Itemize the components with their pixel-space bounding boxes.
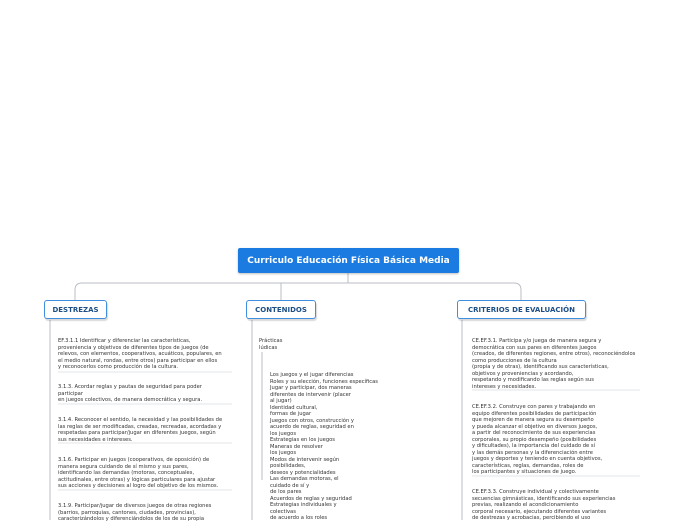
branch-criterios[interactable] bbox=[457, 300, 586, 319]
branch-criterios-label: CRITERIOS DE EVALUACIÓN bbox=[468, 305, 575, 314]
branch-destrezas[interactable] bbox=[44, 300, 107, 319]
contenidos-body[interactable]: Los juegos y el jugar diferencias Roles y su elección, funciones específicas Jugar y participar, dos maneras diferentes de intervenir (placer al jugar) Identidad cultural, formas de jugar Juegos con otros, construcción y acuerdo de reglas, seguridad en los juegos Estrategias en los juegos Maneras de resolver los juegos Modos de intervenir según posibilidades, deseos y potencialidades Las demandas motoras, el cuidado de sí y de los pares Acuerdos de reglas y seguridad Estrategias individuales y colectivas de acuerdo a los roles bbox=[270, 372, 378, 521]
criterio-item[interactable]: CE.EF.3.1. Participa y/o juega de manera segura y democrática con sus pares en diferentes juegos (creados, de diferentes regiones, entre otros), reconociéndolos como producciones de la cultura (propia y de otras), identificando sus características, objetivos y proveniencias y acordando, respetando y modificando las reglas según sus intereses y necesidades. bbox=[472, 338, 636, 390]
branch-destrezas-label: DESTREZAS bbox=[52, 305, 99, 314]
criterio-item[interactable]: CE.EF.3.2. Construye con pares y trabajando en equipo diferentes posibilidades de participación que mejoren de manera segura su desempeño y pueda alcanzar el objetivo en diversos juegos, a partir del reconocimiento de sus experiencias corporales, su propio desempeño (posibilidades y dificultades), la importancia del cuidado de sí y las demás personas y la diferenciación entre juegos y deportes y teniendo en cuenta objetivos, características, reglas, demandas, roles de los participantes y situaciones de juego. bbox=[472, 404, 603, 475]
destreza-item[interactable]: EF.3.1.1 Identificar y diferenciar las características, proveniencia y objetivos de diferentes tipos de juegos (de relevos, con elementos, cooperativos, acuáticos, populares, en el medio natural, rondas, entre otros) para participar en ellos y reconocerlos como producción de la cultura. bbox=[58, 338, 222, 370]
destreza-item[interactable]: 3.1.9. Participar/jugar de diversos juegos de otras regiones (barrios, parroquias, cantones, ciudades, provincias), caracterizándolos y diferenciándolos de los de su propia bbox=[58, 503, 212, 522]
criterio-item[interactable]: CE.EF.3.3. Construye individual y colectivamente secuencias gimnásticas, identificando sus experiencias previas, realizando el acondicionamiento corporal necesario, ejecutando diferentes variantes de destrezas y acrobacias, percibiendo el uso bbox=[472, 489, 616, 521]
branch-contenidos-label: CONTENIDOS bbox=[255, 305, 307, 314]
root-topic[interactable] bbox=[238, 248, 459, 273]
destreza-item[interactable]: 3.1.4. Reconocer el sentido, la necesidad y las posibilidades de las reglas de ser modificadas, creadas, recreadas, acordadas y respetadas para participar/jugar en diferentes juegos, según sus necesidades e intereses. bbox=[58, 417, 223, 443]
destreza-item[interactable]: 3.1.6. Participar en juegos (cooperativos, de oposición) de manera segura cuidando de sí mismo y sus pares, identificando las demandas (motoras, conceptuales, actitudinales, entre otras) y lógicas particulares para ajustar sus acciones y decisiones al logro del objetivo de los mismos. bbox=[58, 457, 219, 489]
branch-contenidos[interactable] bbox=[246, 300, 316, 319]
destreza-item[interactable]: 3.1.3. Acordar reglas y pautas de seguridad para poder participar en juegos colectivos, de manera democrática y segura. bbox=[58, 384, 203, 403]
root-topic-title: Curriculo Educación Física Básica Media bbox=[247, 255, 450, 266]
contenidos-heading[interactable]: Prácticas lúdicas bbox=[259, 338, 283, 351]
